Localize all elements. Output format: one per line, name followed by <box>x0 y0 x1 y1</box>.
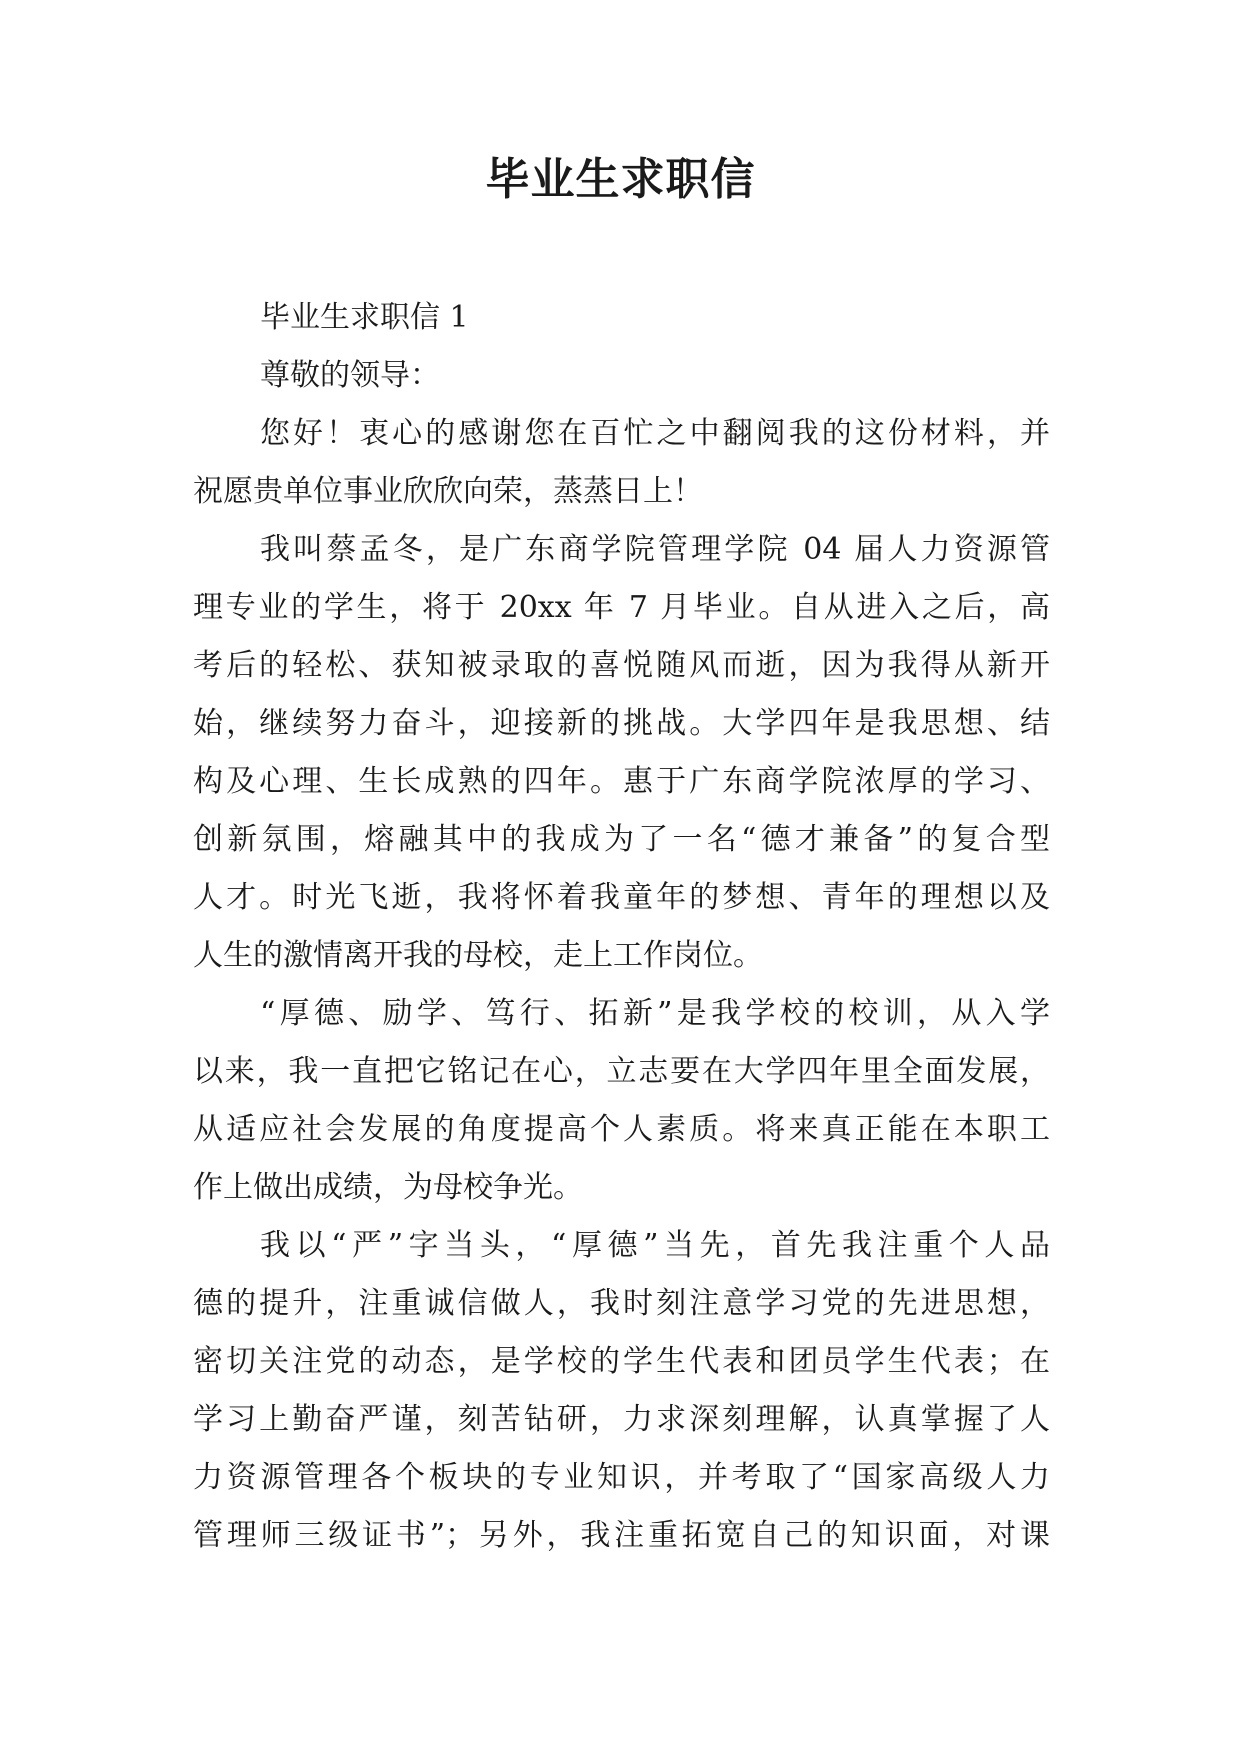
text-line: 密切关注党的动态，是学校的学生代表和团员学生代表；在 <box>193 1344 1050 1379</box>
text-line: 构及心理、生长成熟的四年。惠于广东商学院浓厚的学习、 <box>193 764 1050 799</box>
text-line: 作上做出成绩，为母校争光。 <box>193 1170 583 1205</box>
text-line: 祝愿贵单位事业欣欣向荣，蒸蒸日上！ <box>193 474 703 509</box>
text-line: 我以“严”字当头，“厚德”当先，首先我注重个人品 <box>260 1228 1050 1263</box>
text-line: 理专业的学生，将于 20xx 年 7 月毕业。自从进入之后，高 <box>193 590 1050 625</box>
document-title: 毕业生求职信 <box>485 154 756 205</box>
text-line: 力资源管理各个板块的专业知识，并考取了“国家高级人力 <box>193 1460 1050 1495</box>
text-line: 从适应社会发展的角度提高个人素质。将来真正能在本职工 <box>193 1112 1050 1147</box>
text-line: 学习上勤奋严谨，刻苦钻研，力求深刻理解，认真掌握了人 <box>193 1402 1050 1437</box>
text-line: 管理师三级证书”；另外，我注重拓宽自己的知识面，对课 <box>193 1518 1050 1553</box>
text-line: 创新氛围，熔融其中的我成为了一名“德才兼备”的复合型 <box>193 822 1050 857</box>
text-line: “厚德、励学、笃行、拓新”是我学校的校训，从入学 <box>260 996 1050 1031</box>
document-body <box>193 289 1050 1565</box>
text-line: 始，继续努力奋斗，迎接新的挑战。大学四年是我思想、结 <box>193 706 1050 741</box>
text-line: 以来，我一直把它铭记在心，立志要在大学四年里全面发展， <box>193 1054 1050 1089</box>
text-line: 我叫蔡孟冬，是广东商学院管理学院 04 届人力资源管 <box>260 532 1050 567</box>
text-line: 尊敬的领导： <box>260 358 440 393</box>
text-line: 德的提升，注重诚信做人，我时刻注意学习党的先进思想， <box>193 1286 1050 1321</box>
text-line: 毕业生求职信 1 <box>260 300 469 335</box>
text-line: 考后的轻松、获知被录取的喜悦随风而逝，因为我得从新开 <box>193 648 1050 683</box>
text-line: 您好！衷心的感谢您在百忙之中翻阅我的这份材料，并 <box>260 416 1050 451</box>
text-line: 人才。时光飞逝，我将怀着我童年的梦想、青年的理想以及 <box>193 880 1050 915</box>
text-line: 人生的激情离开我的母校，走上工作岗位。 <box>193 938 763 973</box>
